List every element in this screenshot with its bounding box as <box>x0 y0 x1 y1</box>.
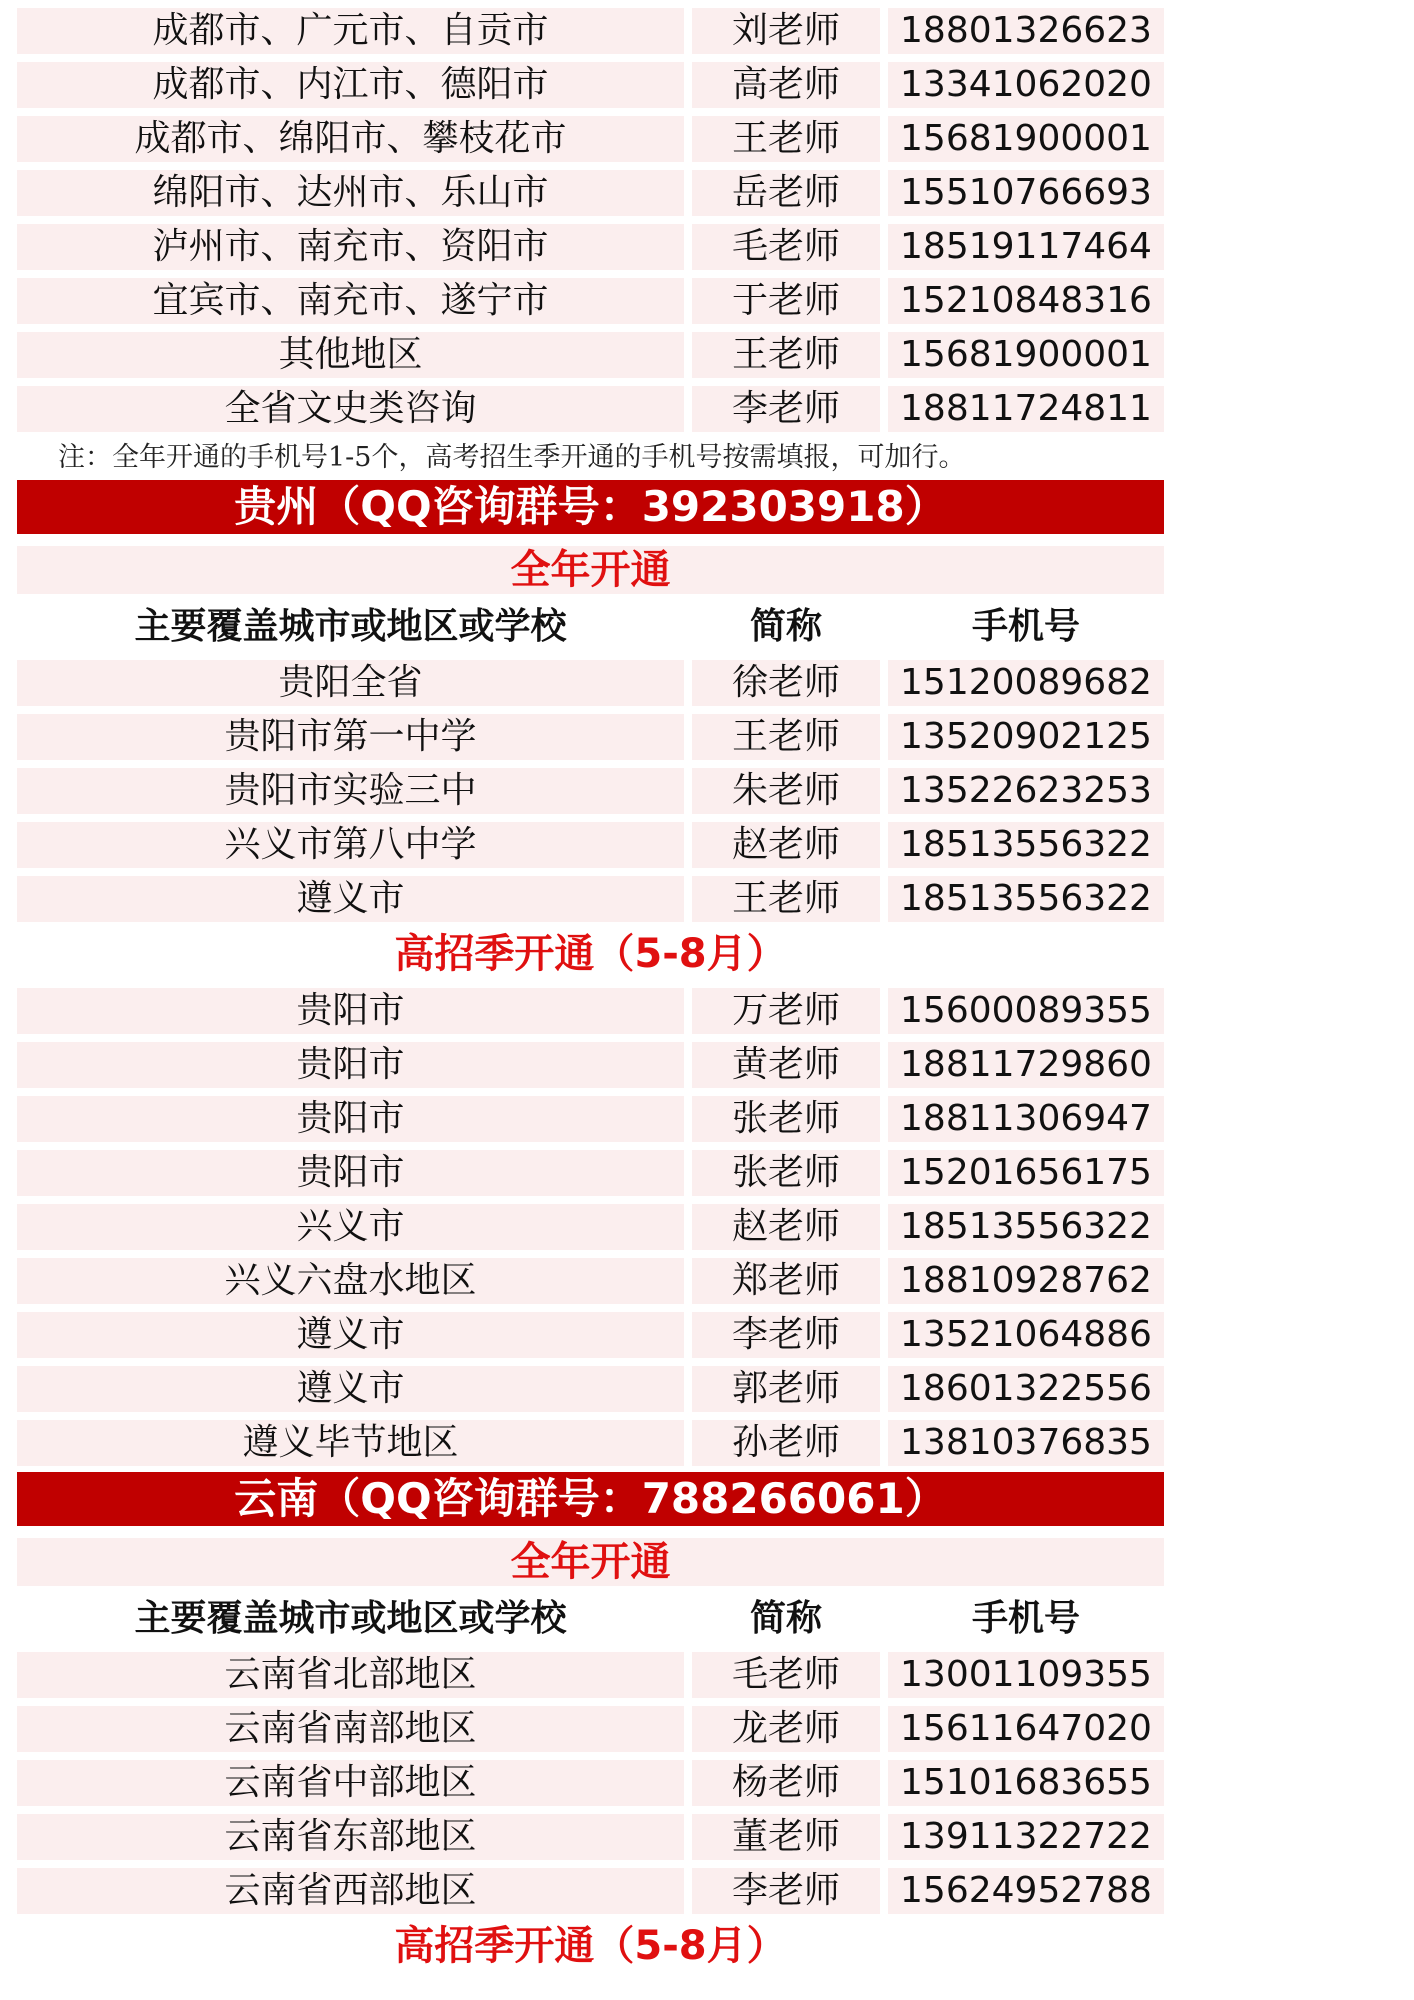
area-cell: 云南省北部地区 <box>17 1652 684 1698</box>
area-cell: 云南省东部地区 <box>17 1814 684 1860</box>
phone-cell: 18801326623 <box>888 8 1164 54</box>
phone-cell: 13911322722 <box>888 1814 1164 1860</box>
teacher-cell: 刘老师 <box>692 8 880 54</box>
phone-cell: 13520902125 <box>888 714 1164 760</box>
table-row <box>17 988 1164 1034</box>
table-row <box>17 116 1164 162</box>
teacher-cell: 杨老师 <box>692 1760 880 1806</box>
teacher-cell: 岳老师 <box>692 170 880 216</box>
phone-cell: 18513556322 <box>888 822 1164 868</box>
table-row <box>17 1760 1164 1806</box>
teacher-cell: 郭老师 <box>692 1366 880 1412</box>
phone-cell: 15101683655 <box>888 1760 1164 1806</box>
table-row <box>17 1096 1164 1142</box>
phone-cell: 18811306947 <box>888 1096 1164 1142</box>
phone-cell: 13521064886 <box>888 1312 1164 1358</box>
table-header <box>17 1596 1164 1642</box>
teacher-cell: 龙老师 <box>692 1706 880 1752</box>
teacher-cell: 董老师 <box>692 1814 880 1860</box>
area-cell: 贵阳市 <box>17 1150 684 1196</box>
teacher-cell: 徐老师 <box>692 660 880 706</box>
teacher-cell: 王老师 <box>692 714 880 760</box>
teacher-cell: 毛老师 <box>692 1652 880 1698</box>
area-cell: 兴义六盘水地区 <box>17 1258 684 1304</box>
phone-cell: 15120089682 <box>888 660 1164 706</box>
phone-cell: 15201656175 <box>888 1150 1164 1196</box>
table-row <box>17 1312 1164 1358</box>
area-cell: 遵义市 <box>17 1312 684 1358</box>
teacher-cell: 朱老师 <box>692 768 880 814</box>
teacher-cell: 于老师 <box>692 278 880 324</box>
phone-cell: 15510766693 <box>888 170 1164 216</box>
phone-cell: 18811724811 <box>888 386 1164 432</box>
header-name: 简称 <box>749 606 822 647</box>
table-row <box>17 8 1164 54</box>
teacher-cell: 孙老师 <box>692 1420 880 1466</box>
area-cell: 泸州市、南充市、资阳市 <box>17 224 684 270</box>
footnote: 注：全年开通的手机号1-5个，高考招生季开通的手机号按需填报，可加行。 <box>58 442 966 473</box>
area-cell: 云南省南部地区 <box>17 1706 684 1752</box>
table-row <box>17 822 1164 868</box>
year-round-label: 全年开通 <box>17 1538 1164 1586</box>
area-cell: 兴义市第八中学 <box>17 822 684 868</box>
area-cell: 成都市、广元市、自贡市 <box>17 8 684 54</box>
area-cell: 贵阳市实验三中 <box>17 768 684 814</box>
teacher-cell: 李老师 <box>692 1312 880 1358</box>
phone-cell: 15210848316 <box>888 278 1164 324</box>
year-round-label: 全年开通 <box>17 546 1164 594</box>
table-row <box>17 768 1164 814</box>
table-row <box>17 278 1164 324</box>
area-cell: 绵阳市、达州市、乐山市 <box>17 170 684 216</box>
area-cell: 兴义市 <box>17 1204 684 1250</box>
area-cell: 成都市、内江市、德阳市 <box>17 62 684 108</box>
teacher-cell: 李老师 <box>692 386 880 432</box>
teacher-cell: 赵老师 <box>692 822 880 868</box>
phone-cell: 18513556322 <box>888 1204 1164 1250</box>
area-cell: 云南省西部地区 <box>17 1868 684 1914</box>
table-row <box>17 714 1164 760</box>
table-row <box>17 1868 1164 1914</box>
table-row <box>17 386 1164 432</box>
table-row <box>17 1150 1164 1196</box>
table-row <box>17 660 1164 706</box>
area-cell: 遵义市 <box>17 876 684 922</box>
teacher-cell: 万老师 <box>692 988 880 1034</box>
header-phone: 手机号 <box>971 606 1080 647</box>
phone-cell: 13522623253 <box>888 768 1164 814</box>
table-row <box>17 170 1164 216</box>
area-cell: 贵阳市 <box>17 988 684 1034</box>
teacher-cell: 郑老师 <box>692 1258 880 1304</box>
teacher-cell: 毛老师 <box>692 224 880 270</box>
area-cell: 其他地区 <box>17 332 684 378</box>
area-cell: 成都市、绵阳市、攀枝花市 <box>17 116 684 162</box>
area-cell: 贵阳市第一中学 <box>17 714 684 760</box>
teacher-cell: 李老师 <box>692 1868 880 1914</box>
area-cell: 云南省中部地区 <box>17 1760 684 1806</box>
teacher-cell: 高老师 <box>692 62 880 108</box>
table-row <box>17 1420 1164 1466</box>
area-cell: 贵阳市 <box>17 1042 684 1088</box>
phone-cell: 18601322556 <box>888 1366 1164 1412</box>
province-banner-guizhou: 贵州（QQ咨询群号：392303918） <box>17 480 1164 534</box>
table-row <box>17 1258 1164 1304</box>
table-row <box>17 332 1164 378</box>
phone-cell: 13810376835 <box>888 1420 1164 1466</box>
teacher-cell: 王老师 <box>692 116 880 162</box>
table-row <box>17 876 1164 922</box>
table-row <box>17 1042 1164 1088</box>
phone-cell: 15600089355 <box>888 988 1164 1034</box>
header-phone: 手机号 <box>971 1598 1080 1639</box>
area-cell: 贵阳市 <box>17 1096 684 1142</box>
teacher-cell: 张老师 <box>692 1096 880 1142</box>
phone-cell: 13001109355 <box>888 1652 1164 1698</box>
table-row <box>17 1204 1164 1250</box>
table-row <box>17 1366 1164 1412</box>
area-cell: 遵义毕节地区 <box>17 1420 684 1466</box>
table-row <box>17 1652 1164 1698</box>
phone-cell: 18811729860 <box>888 1042 1164 1088</box>
phone-cell: 13341062020 <box>888 62 1164 108</box>
province-banner-yunnan: 云南（QQ咨询群号：788266061） <box>17 1472 1164 1526</box>
table-row <box>17 224 1164 270</box>
table-row <box>17 1814 1164 1860</box>
season-label: 高招季开通（5-8月） <box>394 931 787 977</box>
teacher-cell: 王老师 <box>692 332 880 378</box>
phone-cell: 18513556322 <box>888 876 1164 922</box>
area-cell: 贵阳全省 <box>17 660 684 706</box>
phone-cell: 18810928762 <box>888 1258 1164 1304</box>
teacher-cell: 张老师 <box>692 1150 880 1196</box>
table-row <box>17 62 1164 108</box>
header-area: 主要覆盖城市或地区或学校 <box>134 1598 567 1639</box>
season-label: 高招季开通（5-8月） <box>394 1923 787 1969</box>
table-row <box>17 1706 1164 1752</box>
header-name: 简称 <box>749 1598 822 1639</box>
phone-cell: 15681900001 <box>888 332 1164 378</box>
phone-cell: 18519117464 <box>888 224 1164 270</box>
table-header <box>17 604 1164 650</box>
area-cell: 遵义市 <box>17 1366 684 1412</box>
teacher-cell: 赵老师 <box>692 1204 880 1250</box>
header-area: 主要覆盖城市或地区或学校 <box>134 606 567 647</box>
teacher-cell: 黄老师 <box>692 1042 880 1088</box>
area-cell: 宜宾市、南充市、遂宁市 <box>17 278 684 324</box>
teacher-cell: 王老师 <box>692 876 880 922</box>
phone-cell: 15681900001 <box>888 116 1164 162</box>
area-cell: 全省文史类咨询 <box>17 386 684 432</box>
phone-cell: 15624952788 <box>888 1868 1164 1914</box>
phone-cell: 15611647020 <box>888 1706 1164 1752</box>
